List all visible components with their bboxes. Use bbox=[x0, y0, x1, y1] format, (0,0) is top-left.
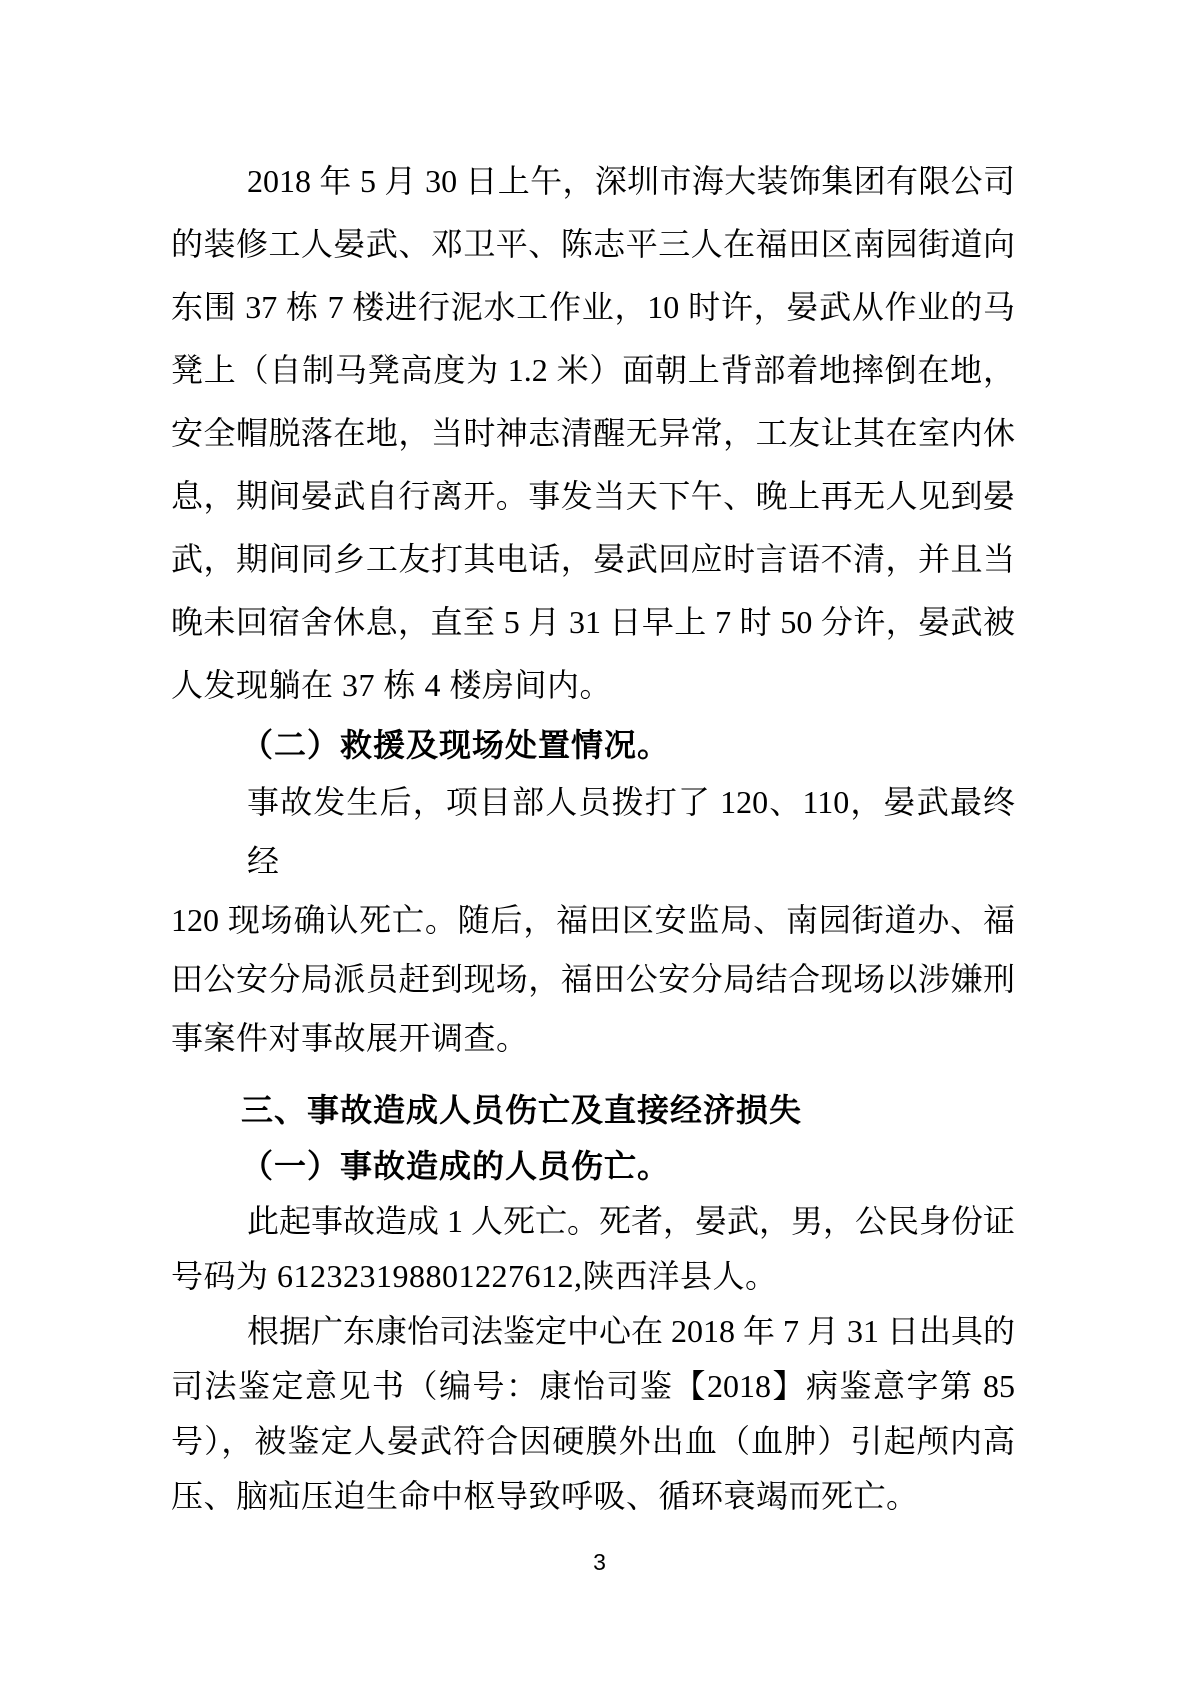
text-line: 司法鉴定意见书（编号：康怡司鉴【2018】病鉴意字第 85 bbox=[171, 1368, 1015, 1404]
text-line: 2018 年 5 月 30 日上午，深圳市海大装饰集团有限公司 bbox=[247, 163, 1015, 199]
paragraph-incident-description bbox=[171, 150, 1015, 717]
text-line: 田公安分局派员赶到现场，福田公安分局结合现场以涉嫌刑 bbox=[171, 961, 1015, 997]
text-line: 安全帽脱落在地，当时神志清醒无异常，工友让其在室内休 bbox=[171, 415, 1015, 451]
text-line: 120 现场确认死亡。随后，福田区安监局、南园街道办、福 bbox=[171, 902, 1015, 938]
paragraph-forensic-findings bbox=[171, 1304, 1015, 1524]
paragraph-rescue-description bbox=[171, 773, 1015, 1068]
text-line: 人发现躺在 37 栋 4 楼房间内。 bbox=[171, 667, 613, 703]
text-line: （一）事故造成的人员伤亡。 bbox=[241, 1148, 671, 1184]
text-line: 根据广东康怡司法鉴定中心在 2018 年 7 月 31 日出具的 bbox=[247, 1313, 1016, 1349]
text-line: 此起事故造成 1 人死亡。死者，晏武，男，公民身份证 bbox=[247, 1203, 1016, 1239]
page-number: 3 bbox=[593, 1549, 606, 1575]
text-line: 息，期间晏武自行离开。事发当天下午、晚上再无人见到晏 bbox=[171, 478, 1015, 514]
paragraph-casualty-details bbox=[171, 1194, 1015, 1304]
text-line: 武，期间同乡工友打其电话，晏武回应时言语不清，并且当 bbox=[171, 541, 1015, 577]
document-body bbox=[171, 150, 1015, 1524]
paragraph-heading-rescue bbox=[171, 717, 1015, 773]
text-line: 晚未回宿舍休息，直至 5 月 31 日早上 7 时 50 分许，晏武被 bbox=[171, 604, 1015, 640]
text-line: 三、事故造成人员伤亡及直接经济损失 bbox=[241, 1092, 803, 1128]
text-line: （二）救援及现场处置情况。 bbox=[241, 727, 671, 763]
text-line: 号码为 612323198801227612,陕西洋县人。 bbox=[171, 1258, 778, 1294]
paragraph-heading-casualties bbox=[171, 1138, 1015, 1194]
text-line: 东围 37 栋 7 楼进行泥水工作业，10 时许，晏武从作业的马 bbox=[171, 289, 1015, 325]
text-line: 号），被鉴定人晏武符合因硬膜外出血（血肿）引起颅内高 bbox=[171, 1423, 1015, 1459]
paragraph-heading-casualties-section bbox=[171, 1082, 1015, 1138]
text-line: 压、脑疝压迫生命中枢导致呼吸、循环衰竭而死亡。 bbox=[171, 1478, 919, 1514]
text-line: 事故发生后，项目部人员拨打了 120、110，晏武最终经 bbox=[247, 784, 1015, 879]
text-line: 凳上（自制马凳高度为 1.2 米）面朝上背部着地摔倒在地， bbox=[171, 352, 1015, 388]
text-line: 的装修工人晏武、邓卫平、陈志平三人在福田区南园街道向 bbox=[171, 226, 1015, 262]
text-line: 事案件对事故展开调查。 bbox=[171, 1020, 529, 1056]
